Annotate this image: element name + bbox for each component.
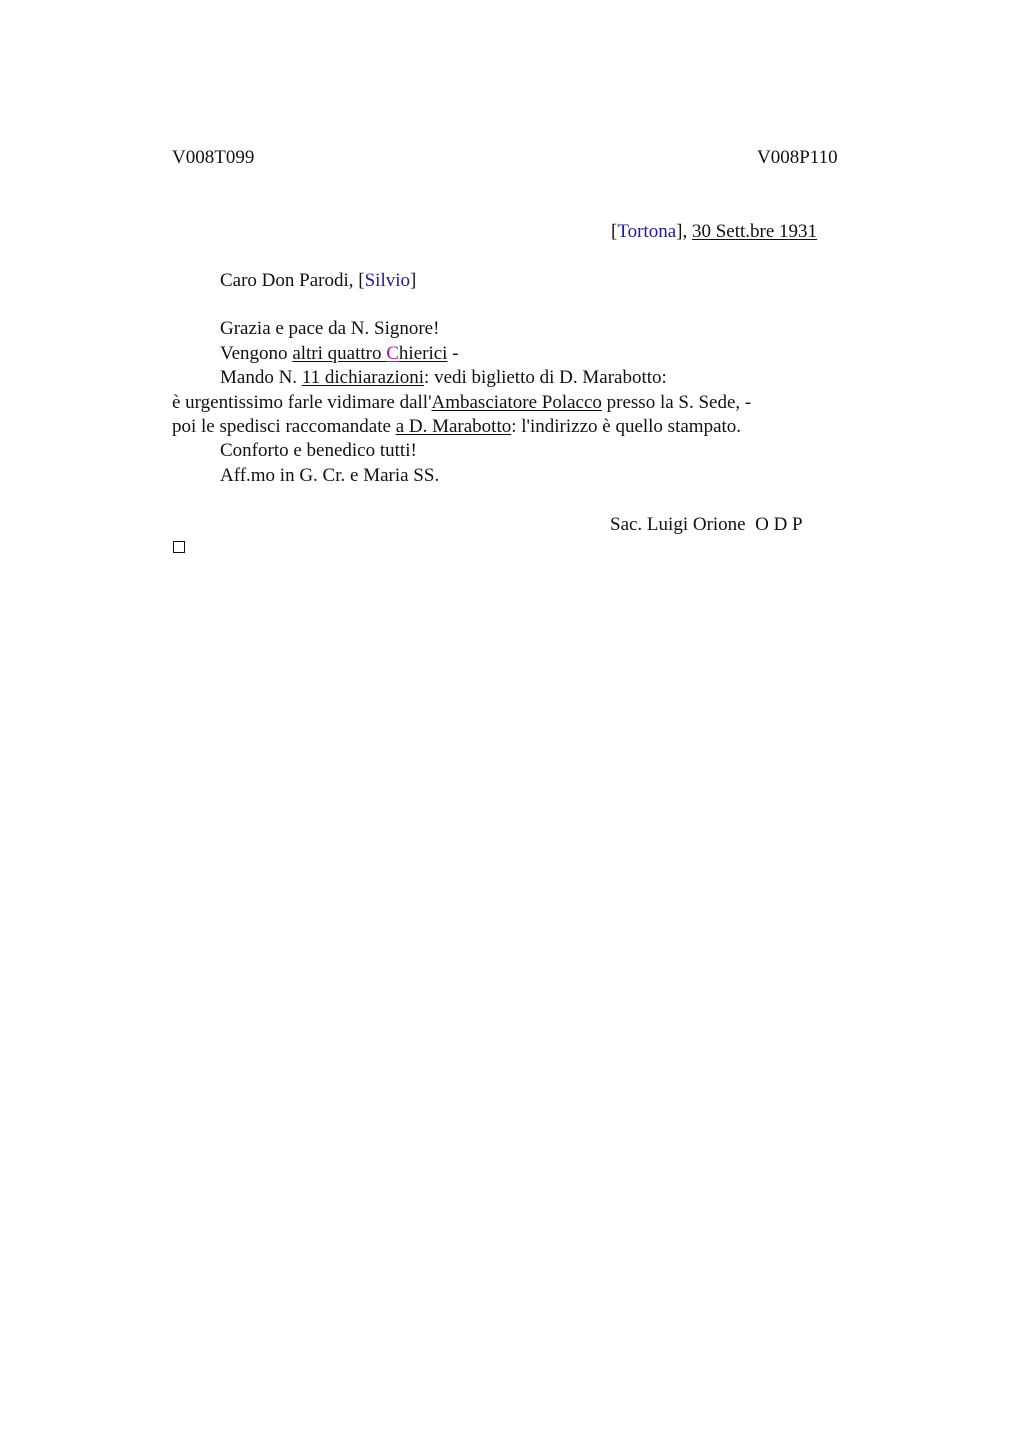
signature: Sac. Luigi Orione O D P	[610, 514, 803, 535]
dateline	[611, 220, 817, 244]
body-line-5-underlined: a D. Marabotto	[395, 416, 512, 437]
document-code-right: V008P110	[757, 147, 838, 168]
body-line-3-underlined: 11 dichiarazioni	[301, 367, 425, 388]
body-line-2	[220, 342, 459, 366]
document-code-left: V008T099	[172, 147, 255, 168]
body-line-2-suffix: -	[447, 343, 459, 364]
body-line-2-prefix: Vengono	[220, 343, 293, 364]
body-line-2-underlined-b: hierici	[398, 343, 448, 364]
body-line-5	[172, 415, 741, 439]
dateline-bracket-open: [	[611, 221, 618, 242]
salutation	[220, 269, 416, 293]
body-line-4-prefix: è urgentissimo farle vidimare dall'	[172, 392, 432, 413]
body-line-3	[220, 366, 667, 390]
body-line-3-prefix: Mando N.	[220, 367, 302, 388]
body-line-3-suffix: : vedi biglietto di D. Marabotto:	[424, 367, 667, 388]
body-line-6: Conforto e benedico tutti!	[220, 440, 417, 461]
body-line-1: Grazia e pace da N. Signore!	[220, 318, 440, 339]
checkbox-icon[interactable]	[173, 541, 185, 553]
salutation-bracket-close: ]	[410, 270, 417, 291]
salutation-text: Caro Don Parodi,	[220, 270, 359, 291]
dateline-date: 30 Sett.bre 1931	[691, 221, 818, 242]
body-line-4-underlined: Ambasciatore Polacco	[431, 392, 602, 413]
body-line-5-suffix: : l'indirizzo è quello stampato.	[511, 416, 742, 437]
body-line-7: Aff.mo in G. Cr. e Maria SS.	[220, 465, 440, 486]
salutation-name: Silvio	[364, 270, 410, 291]
body-line-2-underlined-a: altri quattro	[292, 343, 387, 364]
dateline-bracket-close: ],	[676, 221, 688, 242]
body-line-5-prefix: poi le spedisci raccomandate	[172, 416, 396, 437]
body-line-4-suffix: presso la S. Sede, -	[601, 392, 752, 413]
body-line-4	[172, 391, 751, 415]
salutation-bracket-open: [	[358, 270, 365, 291]
dateline-place: Tortona	[617, 221, 677, 242]
body-line-2-colored-letter: C	[386, 343, 399, 364]
